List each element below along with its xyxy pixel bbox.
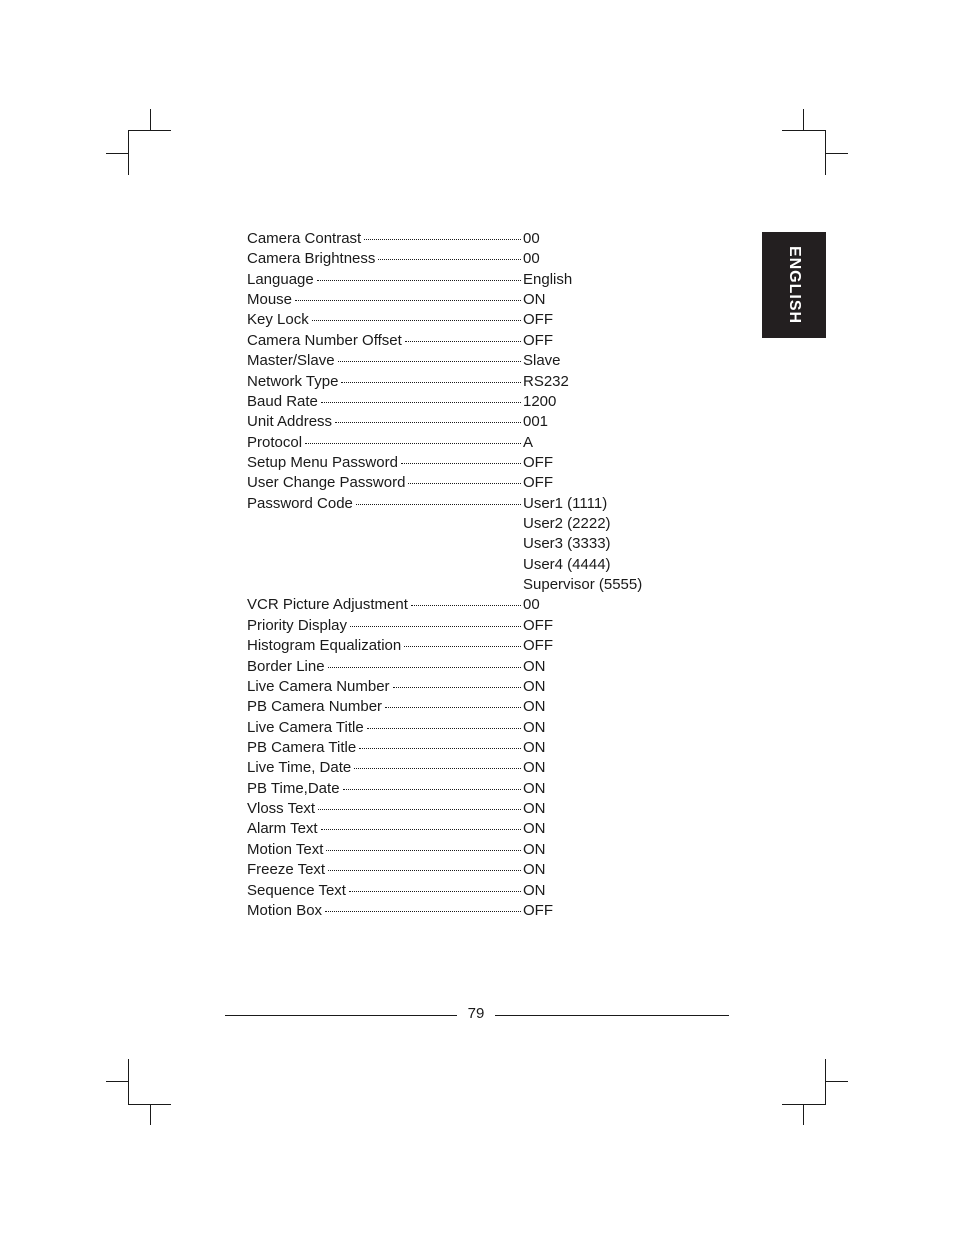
dot-leader [354, 767, 521, 769]
settings-row [247, 575, 667, 595]
setting-label-cell [247, 738, 523, 758]
settings-row [247, 351, 667, 371]
setting-label: VCR Picture Adjustment [247, 596, 408, 614]
setting-label: Password Code [247, 494, 353, 512]
dot-leader [328, 666, 521, 668]
dot-leader [364, 238, 521, 240]
setting-value: ON [523, 291, 546, 309]
setting-value: Supervisor (5555) [523, 576, 643, 594]
footer-rule-right [495, 1015, 729, 1016]
dot-leader [321, 828, 521, 830]
settings-row [247, 310, 667, 330]
settings-row [247, 372, 667, 392]
crop-mark-bottom-right-horizontal-outer [826, 1081, 848, 1082]
setting-label: PB Camera Title [247, 738, 357, 756]
settings-row [247, 677, 667, 697]
setting-value: 001 [523, 413, 549, 431]
setting-label: Border Line [247, 657, 325, 675]
setting-label: Key Lock [247, 311, 309, 329]
setting-label: Priority Display [247, 616, 348, 634]
setting-value: OFF [523, 616, 553, 634]
setting-label: Freeze Text [247, 861, 326, 879]
setting-label-cell [247, 657, 523, 677]
settings-row [247, 514, 667, 534]
settings-list [247, 229, 667, 921]
dot-leader [405, 340, 521, 342]
crop-mark-top-left-horizontal-outer [106, 153, 128, 154]
setting-label: Camera Contrast [247, 230, 362, 247]
setting-value: Slave [523, 352, 561, 370]
dot-leader [411, 604, 521, 606]
setting-label: Live Camera Title [247, 718, 364, 736]
dot-leader [349, 890, 521, 892]
setting-value: ON [523, 820, 546, 838]
crop-mark-top-left-horizontal [128, 130, 171, 131]
setting-value: ON [523, 698, 546, 716]
settings-row [247, 697, 667, 717]
dot-leader [305, 442, 521, 444]
setting-value: OFF [523, 901, 553, 919]
setting-value: 1200 [523, 392, 557, 410]
setting-label: Motion Text [247, 840, 324, 858]
crop-mark-top-right-vertical [803, 109, 804, 130]
setting-label-cell [247, 351, 523, 371]
setting-label-cell [247, 840, 523, 860]
setting-label-cell [247, 636, 523, 656]
dot-leader [393, 686, 521, 688]
crop-mark-bottom-left-vertical-inner [128, 1059, 129, 1104]
settings-row [247, 738, 667, 758]
setting-label: Language [247, 270, 314, 288]
setting-value: ON [523, 861, 546, 879]
crop-mark-bottom-left-horizontal-outer [106, 1081, 128, 1082]
dot-leader [328, 869, 521, 871]
footer-rule-left [225, 1015, 457, 1016]
setting-label: Unit Address [247, 413, 333, 431]
settings-row [247, 331, 667, 351]
language-tab-label: ENGLISH [786, 245, 803, 325]
setting-label-cell [247, 860, 523, 880]
dot-leader [350, 625, 521, 627]
settings-row [247, 270, 667, 290]
settings-row [247, 758, 667, 778]
setting-label-cell [247, 412, 523, 432]
settings-row [247, 433, 667, 453]
setting-label-cell [247, 249, 523, 269]
dot-leader [338, 360, 521, 362]
setting-label: Master/Slave [247, 352, 335, 370]
setting-label-cell [247, 758, 523, 778]
setting-label: Network Type [247, 372, 339, 390]
setting-label: Histogram Equalization [247, 637, 402, 655]
settings-row [247, 840, 667, 860]
setting-label-cell [247, 779, 523, 799]
setting-value: ON [523, 718, 546, 736]
setting-label-cell [247, 799, 523, 819]
settings-row [247, 412, 667, 432]
setting-value: ON [523, 738, 546, 756]
dot-leader [318, 808, 521, 810]
dot-leader [367, 727, 521, 729]
setting-label-cell [247, 595, 523, 615]
setting-label: Baud Rate [247, 392, 318, 410]
setting-label-cell [247, 453, 523, 473]
setting-label-cell [247, 433, 523, 453]
setting-label-cell [247, 819, 523, 839]
dot-leader [408, 482, 521, 484]
setting-label-cell [247, 677, 523, 697]
settings-row [247, 290, 667, 310]
settings-row [247, 718, 667, 738]
setting-label: Mouse [247, 291, 293, 309]
settings-row [247, 249, 667, 269]
dot-leader [335, 421, 521, 423]
setting-value: RS232 [523, 372, 569, 390]
page-number: 79 [467, 1005, 485, 1022]
setting-label-cell [247, 270, 523, 290]
settings-row [247, 657, 667, 677]
setting-label: Camera Brightness [247, 250, 376, 268]
setting-label: Setup Menu Password [247, 453, 398, 471]
setting-value: User3 (3333) [523, 535, 611, 553]
settings-row [247, 595, 667, 615]
setting-value: OFF [523, 311, 553, 329]
settings-row [247, 494, 667, 514]
dot-leader [321, 401, 521, 403]
settings-row [247, 473, 667, 493]
setting-label-cell [247, 290, 523, 310]
setting-value: English [523, 270, 573, 288]
setting-value: User4 (4444) [523, 555, 611, 573]
dot-leader [343, 788, 521, 790]
setting-label: Live Camera Number [247, 677, 390, 695]
setting-label-cell [247, 697, 523, 717]
setting-value: ON [523, 677, 546, 695]
setting-label: PB Time,Date [247, 779, 340, 797]
settings-row [247, 534, 667, 554]
settings-row [247, 555, 667, 575]
setting-label: User Change Password [247, 474, 406, 492]
setting-value: A [523, 433, 534, 451]
setting-value: User2 (2222) [523, 515, 611, 533]
dot-leader [317, 279, 521, 281]
setting-label: Vloss Text [247, 800, 316, 818]
settings-row [247, 819, 667, 839]
language-tab [762, 232, 826, 338]
setting-value: ON [523, 759, 546, 777]
setting-value: OFF [523, 453, 553, 471]
crop-mark-top-left-vertical [150, 109, 151, 130]
crop-mark-bottom-right-horizontal [782, 1104, 826, 1105]
setting-label-cell [247, 494, 523, 514]
setting-label-cell [247, 616, 523, 636]
setting-value: 00 [523, 250, 540, 268]
setting-label: Protocol [247, 433, 303, 451]
setting-label-cell [247, 901, 523, 921]
settings-row [247, 453, 667, 473]
setting-label-cell [247, 229, 523, 249]
crop-mark-bottom-left-vertical [150, 1104, 151, 1125]
setting-label-cell [247, 372, 523, 392]
setting-label: Alarm Text [247, 820, 318, 838]
setting-label-cell [247, 331, 523, 351]
setting-value: 00 [523, 596, 540, 614]
dot-leader [359, 747, 521, 749]
setting-label-cell [247, 392, 523, 412]
setting-value: ON [523, 779, 546, 797]
setting-value: ON [523, 881, 546, 899]
setting-label-cell [247, 473, 523, 493]
dot-leader [385, 706, 521, 708]
dot-leader [341, 381, 521, 383]
settings-row [247, 616, 667, 636]
setting-value: OFF [523, 474, 553, 492]
setting-label-cell [247, 881, 523, 901]
dot-leader [401, 462, 521, 464]
dot-leader [295, 299, 521, 301]
setting-label-cell [247, 310, 523, 330]
setting-value: ON [523, 657, 546, 675]
dot-leader [326, 849, 521, 851]
settings-row [247, 901, 667, 921]
setting-value: 00 [523, 230, 540, 247]
settings-row [247, 392, 667, 412]
setting-value: User1 (1111) [523, 494, 608, 512]
settings-row [247, 636, 667, 656]
setting-label: Motion Box [247, 901, 323, 919]
setting-label: PB Camera Number [247, 698, 383, 716]
setting-label-cell [247, 718, 523, 738]
setting-label: Sequence Text [247, 881, 346, 899]
dot-leader [404, 645, 521, 647]
crop-mark-top-right-horizontal-outer [826, 153, 848, 154]
setting-value: OFF [523, 331, 553, 349]
setting-label: Camera Number Offset [247, 331, 402, 349]
dot-leader [378, 258, 521, 260]
setting-value: ON [523, 800, 546, 818]
setting-value: ON [523, 840, 546, 858]
settings-row [247, 860, 667, 880]
settings-row [247, 799, 667, 819]
dot-leader [325, 910, 521, 912]
settings-row [247, 229, 667, 249]
settings-row [247, 881, 667, 901]
dot-leader [312, 319, 521, 321]
settings-row [247, 779, 667, 799]
setting-label: Live Time, Date [247, 759, 352, 777]
crop-mark-top-right-horizontal [782, 130, 826, 131]
crop-mark-top-left-vertical-inner [128, 130, 129, 175]
dot-leader [356, 503, 521, 505]
crop-mark-bottom-right-vertical-inner [825, 1059, 826, 1104]
crop-mark-bottom-right-vertical [803, 1104, 804, 1125]
setting-value: OFF [523, 637, 553, 655]
